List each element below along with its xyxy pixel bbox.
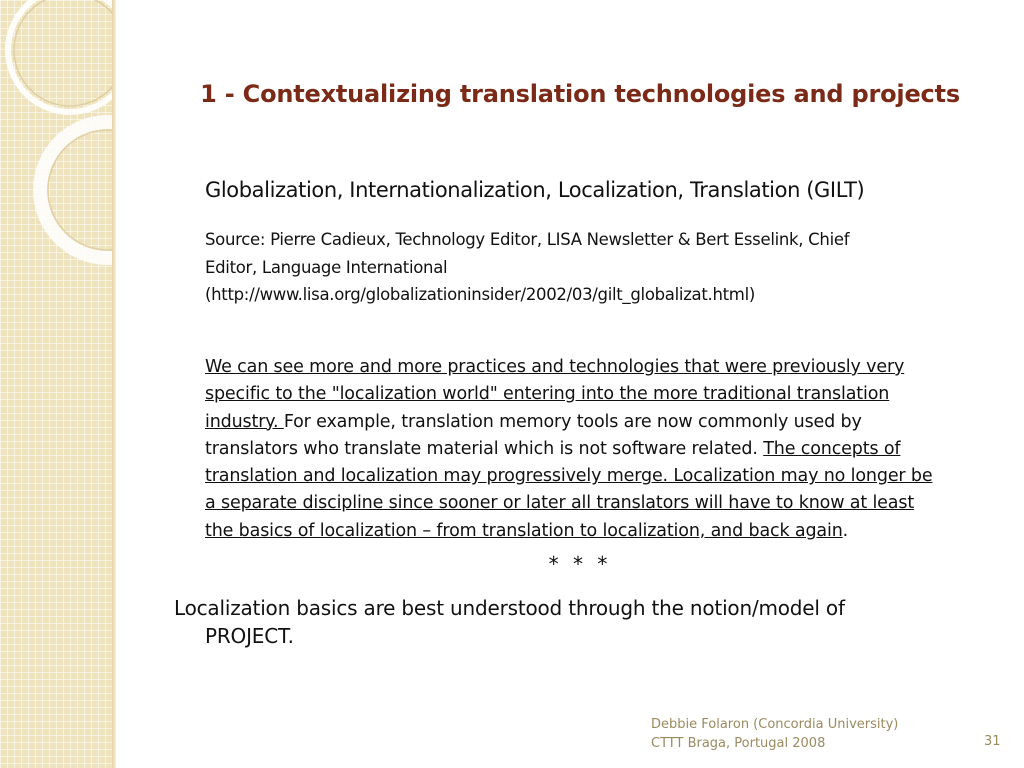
footer-author: Debbie Folaron (Concordia University) <box>651 717 899 732</box>
paragraph-text: . <box>842 520 849 541</box>
body-paragraph <box>205 354 980 545</box>
gilt-subheading: Globalization, Internationalization, Localization, Translation (GILT) <box>205 178 865 202</box>
underlined-text: The concepts of <box>763 438 901 459</box>
underlined-text: specific to the "localization world" entering into the more traditional translation <box>205 384 890 405</box>
paragraph-text: For example, translation memory tools are now commonly used by <box>283 411 862 432</box>
underlined-text: translation and localization may progressively merge. Localization may no longer be <box>205 466 933 487</box>
underlined-text: industry. <box>205 411 284 432</box>
slide-title: 1 - Contextualizing translation technologies and projects <box>200 80 960 108</box>
underlined-text: a separate discipline since sooner or later all translators will have to know at least <box>205 493 915 514</box>
slide-footer <box>651 715 898 753</box>
panel-edge <box>112 0 116 768</box>
section-separator: * * * <box>548 552 612 576</box>
decorative-circles <box>0 0 112 768</box>
page-number: 31 <box>984 734 1001 749</box>
underlined-text: the basics of localization – from translation to localization, and back again <box>205 520 843 541</box>
closing-statement <box>174 594 954 650</box>
source-url: (http://www.lisa.org/globalizationinsider/2002/03/gilt_globalizat.html) <box>205 285 755 304</box>
decorative-side-panel <box>0 0 112 768</box>
underlined-text: We can see more and more practices and technologies that were previously very <box>205 357 905 377</box>
source-line: Source: Pierre Cadieux, Technology Editor, LISA Newsletter & Bert Esselink, Chief <box>205 230 850 249</box>
source-citation <box>205 226 975 309</box>
closing-line: PROJECT. <box>205 624 294 648</box>
source-line: Editor, Language International <box>205 257 448 277</box>
footer-event: CTTT Braga, Portugal 2008 <box>651 736 826 751</box>
paragraph-text: translators who translate material which is not software related. <box>205 438 764 459</box>
closing-line: Localization basics are best understood through the notion/model of <box>174 596 845 620</box>
